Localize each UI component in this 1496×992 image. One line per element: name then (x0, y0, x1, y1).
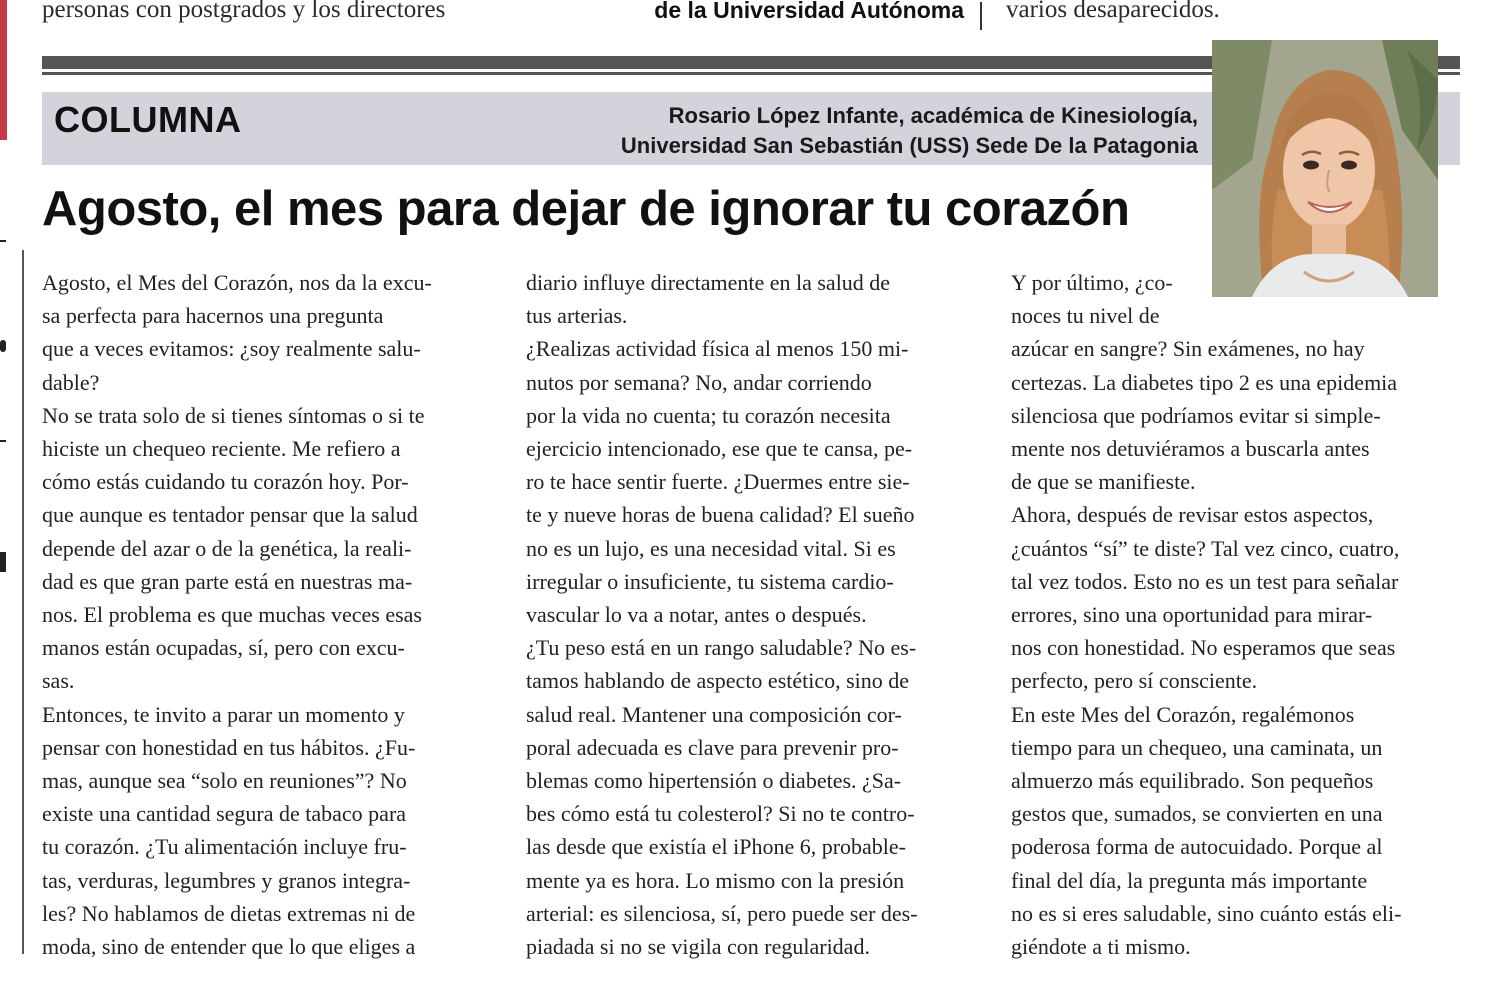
article-line: existe una cantidad segura de tabaco para (42, 801, 407, 827)
article-line: tiempo para un chequeo, una caminata, un (1011, 734, 1383, 760)
article-line: noces tu nivel de (1011, 303, 1160, 329)
article-line: azúcar en sangre? Sin exámenes, no hay (1011, 336, 1365, 362)
article-line: nos con honestidad. No esperamos que seas (1011, 635, 1396, 661)
previous-article-fragment-middle: de la Universidad Autónoma (654, 0, 964, 23)
author-photo (1212, 40, 1438, 297)
article-line: mente ya es hora. Lo mismo con la presión (526, 867, 905, 893)
previous-article-fragment-right: varios desaparecidos. (1006, 0, 1220, 23)
article-line: piadada si no se vigila con regularidad. (526, 934, 870, 960)
article-line: tamos hablando de aspecto estético, sino de (526, 668, 910, 694)
article-line: que aunque es tentador pensar que la salud (42, 502, 418, 528)
article-line: arterial: es silenciosa, sí, pero puede ser des- (526, 900, 918, 926)
article-line: no es un lujo, es una necesidad vital. Si es (526, 535, 896, 561)
article-column-2 (526, 266, 976, 963)
column-rule-left (22, 250, 24, 954)
article-column-3 (1011, 266, 1461, 963)
article-line: Entonces, te invito a parar un momento y (42, 701, 405, 727)
adjacent-page-fragment (0, 0, 7, 140)
article-line: hiciste un chequeo reciente. Me refiero a (42, 436, 401, 462)
adjacent-page-mark (0, 552, 6, 572)
article-line: tas, verduras, legumbres y granos integra- (42, 867, 411, 893)
article-line: de que se manifieste. (1011, 469, 1196, 495)
article-line: tal vez todos. Esto no es un test para señalar (1011, 568, 1399, 594)
article-line: mente nos detuviéramos a buscarla antes (1011, 436, 1370, 462)
article-line: ro te hace sentir fuerte. ¿Duermes entre sie- (526, 469, 910, 495)
article-line: poral adecuada es clave para prevenir pro- (526, 734, 899, 760)
article-line: irregular o insuficiente, tu sistema cardio- (526, 568, 894, 594)
adjacent-page-mark (0, 440, 6, 442)
article-line: errores, sino una oportunidad para mirar- (1011, 602, 1373, 628)
article-line: poderosa forma de autocuidado. Porque al (1011, 834, 1383, 860)
article-line: final del día, la pregunta más importante (1011, 867, 1368, 893)
previous-article-fragment-left: personas con postgrados y los directores (42, 0, 446, 23)
article-line: les? No hablamos de dietas extremas ni de (42, 900, 416, 926)
article-line: que a veces evitamos: ¿soy realmente salu- (42, 336, 421, 362)
article-line: sa perfecta para hacernos una pregunta (42, 303, 384, 329)
article-line: mas, aunque sea “solo en reuniones”? No (42, 768, 407, 794)
article-line: te y nueve horas de buena calidad? El sueño (526, 502, 915, 528)
article-line: sas. (42, 668, 75, 694)
author-credit-line: Rosario López Infante, académica de Kinesiología, (668, 103, 1198, 128)
author-credit (621, 101, 1198, 161)
article-line: En este Mes del Corazón, regalémonos (1011, 701, 1355, 727)
adjacent-page-mark (0, 340, 6, 352)
article-line: Y por último, ¿co- (1011, 270, 1173, 295)
article-column-1 (42, 266, 492, 963)
article-line: ¿Realizas actividad física al menos 150 mi- (526, 336, 909, 362)
previous-article-separator (980, 2, 982, 30)
article-line: ejercicio intencionado, ese que te cansa, pe- (526, 436, 913, 462)
article-line: salud real. Mantener una composición cor- (526, 701, 902, 727)
author-portrait-illustration (1212, 40, 1438, 297)
section-label: COLUMNA (54, 99, 242, 140)
article-line: nutos por semana? No, andar corriendo (526, 369, 872, 395)
article-line: ¿Tu peso está en un rango saludable? No es- (526, 635, 917, 661)
author-credit-line: Universidad San Sebastián (USS) Sede De la Patagonia (620, 133, 1198, 158)
article-line: almuerzo más equilibrado. Son pequeños (1011, 768, 1374, 794)
article-line: tus arterias. (526, 303, 628, 329)
article-line: manos están ocupadas, sí, pero con excu- (42, 635, 405, 661)
article-line: tu corazón. ¿Tu alimentación incluye fru- (42, 834, 407, 860)
adjacent-page-mark (0, 240, 6, 242)
article-line: dable? (42, 369, 100, 395)
article-line: cómo estás cuidando tu corazón hoy. Por- (42, 469, 409, 495)
article-line: certezas. La diabetes tipo 2 es una epidemia (1011, 369, 1398, 395)
article-line: dad es que gran parte está en nuestras ma- (42, 568, 413, 594)
article-line: giéndote a ti mismo. (1011, 934, 1191, 960)
article-line: silenciosa que podríamos evitar si simple- (1011, 402, 1381, 428)
article-line: vascular lo va a notar, antes o después. (526, 602, 867, 628)
article-line: Agosto, el Mes del Corazón, nos da la excu- (42, 270, 432, 295)
article-line: ¿cuántos “sí” te diste? Tal vez cinco, cuatro, (1011, 535, 1400, 561)
headline: Agosto, el mes para dejar de ignorar tu corazón (42, 182, 1130, 236)
article-line: gestos que, sumados, se convierten en una (1011, 801, 1383, 827)
article-line: por la vida no cuenta; tu corazón necesita (526, 402, 891, 428)
article-line: No se trata solo de si tienes síntomas o si te (42, 402, 425, 428)
article-line: perfecto, pero sí consciente. (1011, 668, 1258, 694)
article-line: diario influye directamente en la salud de (526, 270, 891, 295)
article-line: bes cómo está tu colesterol? Si no te contro- (526, 801, 915, 827)
article-line: Ahora, después de revisar estos aspectos, (1011, 502, 1374, 528)
article-line: depende del azar o de la genética, la reali- (42, 535, 412, 561)
article-line: pensar con honestidad en tus hábitos. ¿Fu- (42, 734, 416, 760)
article-line: moda, sino de entender que lo que eliges a (42, 934, 416, 960)
article-line: no es si eres saludable, sino cuánto estás eli- (1011, 900, 1402, 926)
article-line: blemas como hipertensión o diabetes. ¿Sa- (526, 768, 902, 794)
article-line: las desde que existía el iPhone 6, probable- (526, 834, 907, 860)
article-line: nos. El problema es que muchas veces esas (42, 602, 422, 628)
